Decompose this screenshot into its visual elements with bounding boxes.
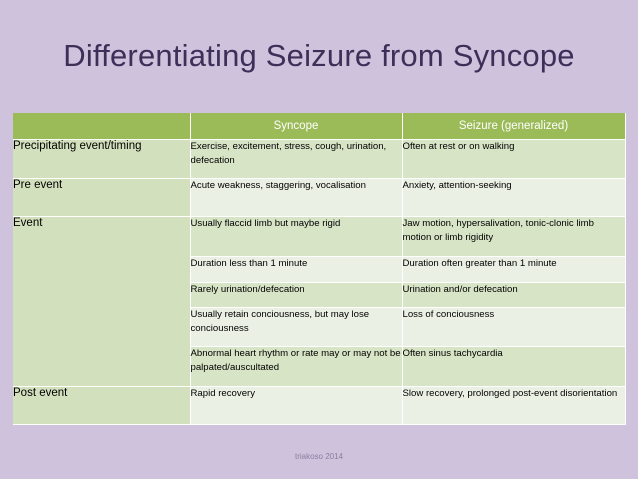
row-label: Precipitating event/timing — [13, 140, 190, 179]
header-syncope: Syncope — [190, 113, 402, 140]
table-row — [13, 217, 625, 257]
syncope-cell: Acute weakness, staggering, vocalisation — [190, 179, 402, 217]
table-row — [13, 140, 625, 179]
row-label: Pre event — [13, 179, 190, 217]
seizure-cell: Often sinus tachycardia — [402, 347, 625, 387]
seizure-cell: Urination and/or defecation — [402, 283, 625, 308]
seizure-cell: Slow recovery, prolonged post-event disorientation — [402, 387, 625, 425]
row-label: Event — [13, 217, 190, 387]
seizure-cell: Loss of conciousness — [402, 308, 625, 347]
syncope-cell: Usually retain conciousness, but may lose conciousness — [190, 308, 402, 347]
syncope-cell: Rapid recovery — [190, 387, 402, 425]
header-corner-cell — [13, 113, 190, 140]
syncope-cell: Duration less than 1 minute — [190, 257, 402, 283]
seizure-cell: Anxiety, attention-seeking — [402, 179, 625, 217]
row-label: Post event — [13, 387, 190, 425]
seizure-cell: Often at rest or on walking — [402, 140, 625, 179]
comparison-table — [13, 113, 626, 425]
table-row — [13, 179, 625, 217]
slide-title: Differentiating Seizure from Syncope — [63, 38, 575, 73]
table-row — [13, 387, 625, 425]
syncope-cell: Exercise, excitement, stress, cough, urination, defecation — [190, 140, 402, 179]
seizure-cell: Jaw motion, hypersalivation, tonic-clonic limb motion or limb rigidity — [402, 217, 625, 257]
seizure-cell: Duration often greater than 1 minute — [402, 257, 625, 283]
slide-footer: triakoso 2014 — [294, 452, 344, 461]
header-seizure: Seizure (generalized) — [402, 113, 625, 140]
syncope-cell: Rarely urination/defecation — [190, 283, 402, 308]
table-header-row — [13, 113, 625, 140]
syncope-cell: Usually flaccid limb but maybe rigid — [190, 217, 402, 257]
syncope-cell: Abnormal heart rhythm or rate may or may not be palpated/auscultated — [190, 347, 402, 387]
